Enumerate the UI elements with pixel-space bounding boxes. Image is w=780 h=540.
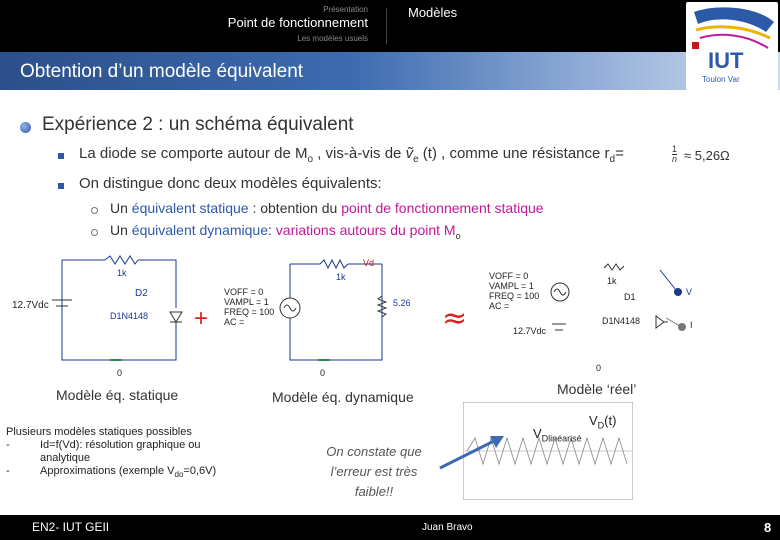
plot-label-vd: $V_D(t)$ — [589, 413, 617, 431]
static-vdc-label: 12.7Vdc — [12, 300, 49, 311]
dynamic-ground-label: 0 — [320, 368, 326, 378]
nav-section-link[interactable]: Modèles — [408, 5, 458, 20]
square-bullet-icon — [58, 183, 64, 189]
static-models-info — [6, 426, 256, 481]
slide-title: Obtention d’un modèle équivalent — [20, 61, 304, 82]
caption-dynamic-model: Modèle éq. dynamique — [272, 389, 414, 405]
real-ground-label: 0 — [596, 363, 602, 373]
voltage-probe-label: V — [686, 287, 693, 297]
nav-next-link[interactable]: Les modèles usuels — [297, 34, 368, 43]
real-source-params: VOFF = 0 VAMPL = 1 FREQ = 100 AC = — [489, 271, 540, 311]
plot-label-vd-linearised: $V_{Dlinéarisé}$ — [533, 426, 582, 444]
logo-text: IUT — [708, 48, 744, 73]
static-diode-label: D2 — [135, 288, 148, 299]
real-vdc-label: 12.7Vdc — [513, 326, 547, 336]
logo-subtext: Toulon Var — [702, 75, 740, 84]
top-navigation-bar — [0, 0, 780, 52]
bullet-two-models: On distingue donc deux modèles équivalents: — [79, 175, 382, 192]
arrow-icon — [432, 430, 512, 474]
dynamic-source-params: VOFF = 0 VAMPL = 1 FREQ = 100 AC = — [224, 287, 275, 327]
resistance-value: ≈ 5,26Ω — [684, 148, 730, 163]
dynamic-circuit — [280, 260, 386, 360]
bullet-diode-behaviour: La diode se comporte autour de $M_o$ , vis-à-vis de ṽ$_e$ (t) , comme une résistance $r_d=$ — [79, 145, 624, 165]
info-item-approx: - Approximations (exemple $V_{do}=0,6V$) — [6, 465, 217, 480]
approx-sign: ≈ — [442, 301, 468, 336]
caption-real-model: Modèle ‘réel’ — [557, 381, 637, 397]
course-label: EN2- IUT GEII — [32, 520, 110, 534]
nav-breadcrumb — [0, 0, 385, 52]
fraction: 1 n — [672, 144, 678, 164]
caption-static-model: Modèle éq. statique — [56, 387, 179, 403]
bullet-experience: Expérience 2 : un schéma équivalent — [42, 114, 354, 135]
author-label: Juan Bravo — [422, 522, 473, 533]
bullet-icon — [20, 122, 31, 133]
dynamic-node-label: Vd — [363, 258, 375, 268]
square-bullet-icon — [58, 153, 64, 159]
info-item-graphical: - Id=f(Vd): résolution graphique ou analytique — [6, 439, 201, 464]
circle-bullet-icon — [91, 207, 98, 214]
footer-bar — [0, 515, 780, 540]
nav-divider — [386, 8, 387, 44]
current-probe-label: I — [690, 320, 693, 330]
sub-dynamic-model: Un équivalent dynamique: variations autours du point $M_o$ — [110, 222, 461, 241]
sub-static-model: Un équivalent statique : obtention du point de fonctionnement statique — [110, 200, 544, 216]
dynamic-rd-label: 5.26 — [393, 298, 411, 308]
real-diode-model: D1N4148 — [602, 316, 641, 326]
circle-bullet-icon — [91, 229, 98, 236]
conclusion-text: On constate que l’erreur est très faible!! — [326, 444, 422, 499]
page-number: 8 — [764, 520, 772, 535]
nav-current-link[interactable]: Point de fonctionnement — [227, 15, 368, 30]
real-diode-label: D1 — [624, 292, 636, 302]
nav-prev-link[interactable]: Présentation — [323, 5, 368, 14]
title-bar — [0, 52, 780, 90]
info-title: Plusieurs modèles statiques possibles — [6, 426, 192, 438]
static-diode-model: D1N4148 — [110, 311, 149, 321]
real-resistor-label: 1k — [607, 276, 617, 286]
plus-sign: + — [194, 305, 209, 332]
static-ground-label: 0 — [117, 368, 123, 378]
static-resistor-label: 1k — [117, 268, 127, 278]
dynamic-resistor-label: 1k — [336, 272, 346, 282]
iut-logo — [686, 2, 778, 90]
